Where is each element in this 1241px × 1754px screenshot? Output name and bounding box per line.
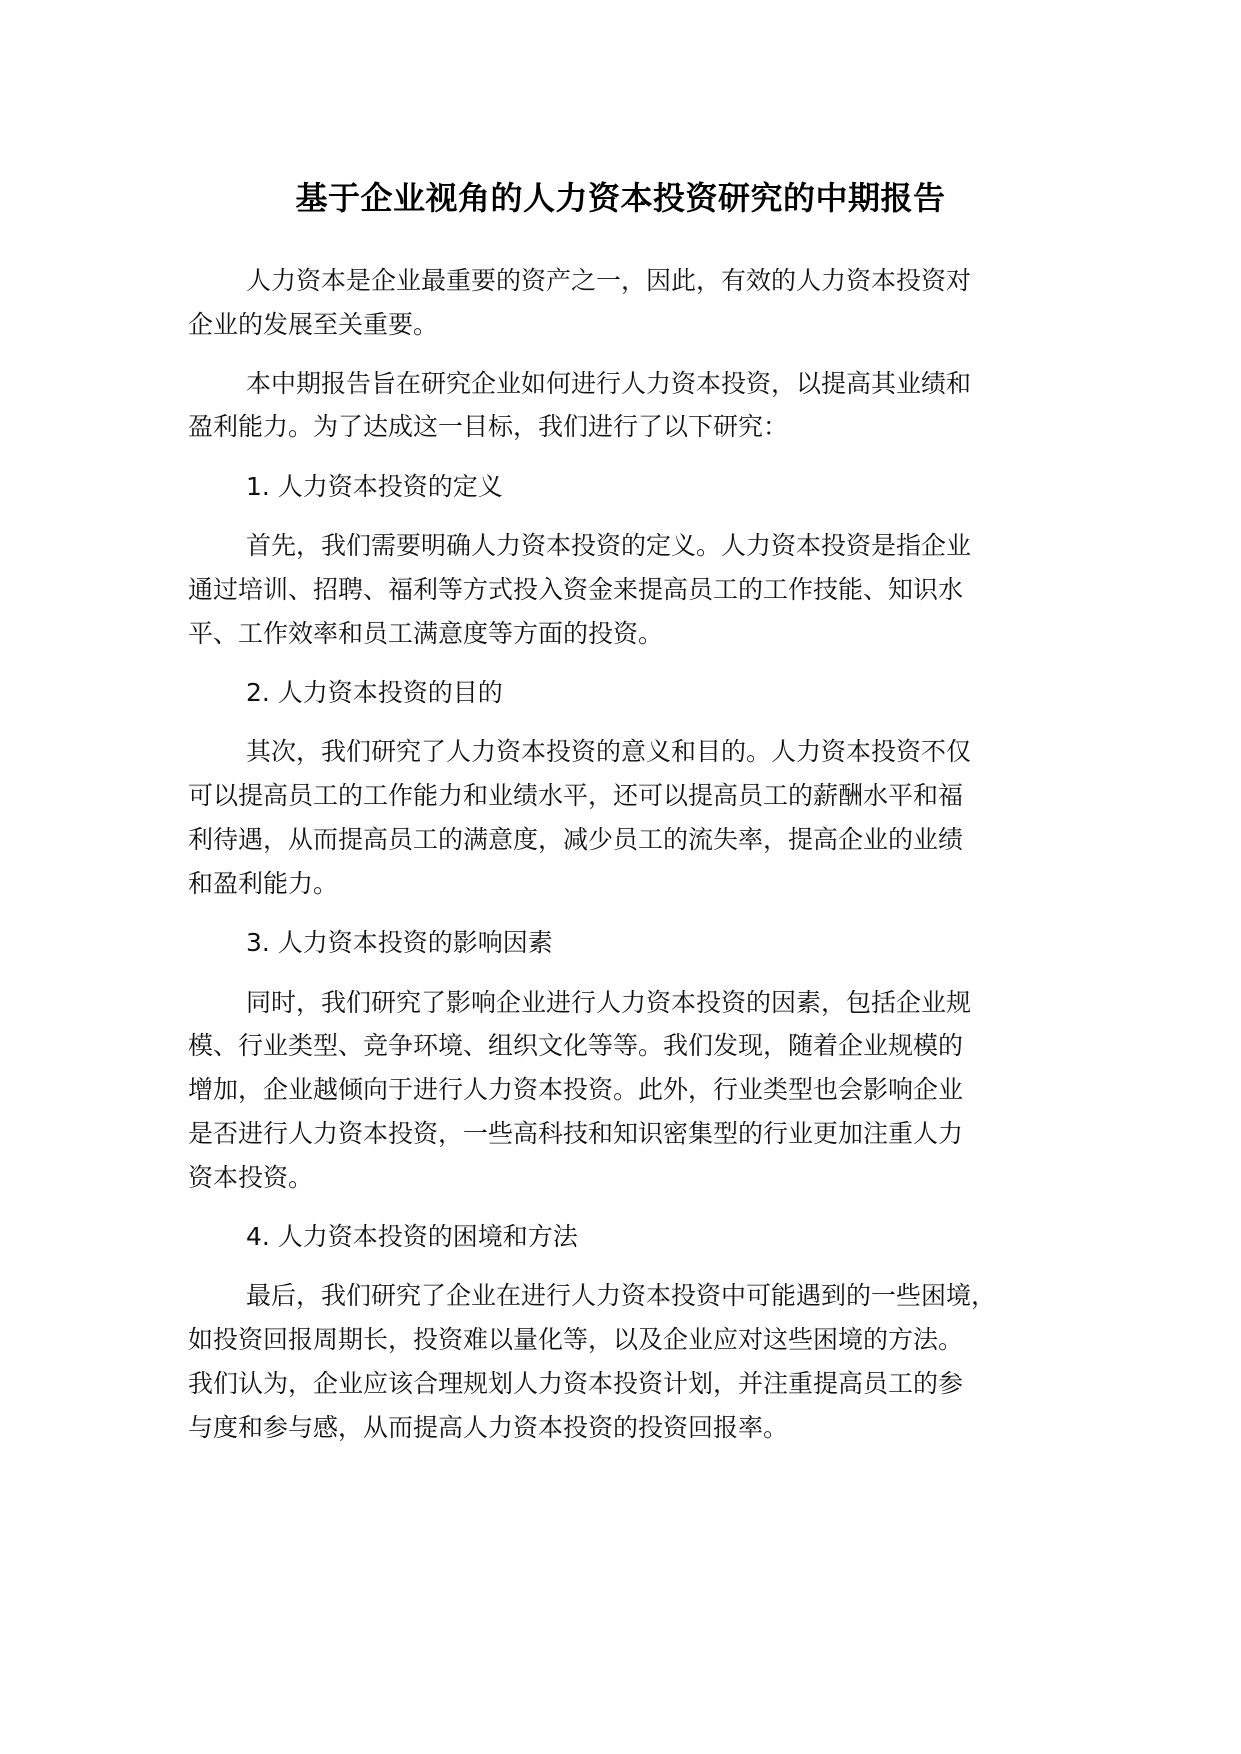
paragraph-4-line-4: 和盈利能力。 [188,869,339,898]
paragraph-6-line-1: 最后，我们研究了企业在进行人力资本投资中可能遇到的一些困境， [246,1281,997,1310]
paragraph-4-line-2: 可以提高员工的工作能力和业绩水平，还可以提高员工的薪酬水平和福 [188,781,964,810]
paragraph-5-line-4: 是否进行人力资本投资，一些高科技和知识密集型的行业更加注重人力 [188,1119,964,1148]
paragraph-4-line-3: 利待遇，从而提高员工的满意度，减少员工的流失率，提高企业的业绩 [188,825,964,854]
paragraph-4-line-1: 其次，我们研究了人力资本投资的意义和目的。人力资本投资不仅 [246,737,972,766]
section-heading-3: 3. 人力资本投资的影响因素 [246,928,553,957]
paragraph-2-line-2: 盈利能力。为了达成这一目标，我们进行了以下研究： [188,412,789,441]
paragraph-6-line-4: 与度和参与感，从而提高人力资本投资的投资回报率。 [188,1413,789,1442]
paragraph-2-line-1: 本中期报告旨在研究企业如何进行人力资本投资，以提高其业绩和 [246,369,972,398]
section-heading-1: 1. 人力资本投资的定义 [246,472,503,501]
paragraph-5-line-1: 同时，我们研究了影响企业进行人力资本投资的因素，包括企业规 [246,988,972,1017]
paragraph-6-line-2: 如投资回报周期长，投资难以量化等，以及企业应对这些困境的方法。 [188,1325,964,1354]
paragraph-5-line-3: 增加，企业越倾向于进行人力资本投资。此外，行业类型也会影响企业 [188,1075,964,1104]
document-title: 基于企业视角的人力资本投资研究的中期报告 [295,179,946,217]
section-heading-2: 2. 人力资本投资的目的 [246,678,503,707]
paragraph-1-line-1: 人力资本是企业最重要的资产之一，因此，有效的人力资本投资对 [246,266,972,295]
paragraph-3-line-2: 通过培训、招聘、福利等方式投入资金来提高员工的工作技能、知识水 [188,575,964,604]
section-heading-4: 4. 人力资本投资的困境和方法 [246,1222,578,1251]
paragraph-1-line-2: 企业的发展至关重要。 [188,310,439,339]
paragraph-6-line-3: 我们认为，企业应该合理规划人力资本投资计划，并注重提高员工的参 [188,1369,964,1398]
paragraph-3-line-3: 平、工作效率和员工满意度等方面的投资。 [188,619,664,648]
paragraph-5-line-5: 资本投资。 [188,1163,314,1192]
paragraph-3-line-1: 首先，我们需要明确人力资本投资的定义。人力资本投资是指企业 [246,531,972,560]
paragraph-5-line-2: 模、行业类型、竞争环境、组织文化等等。我们发现，随着企业规模的 [188,1031,964,1060]
